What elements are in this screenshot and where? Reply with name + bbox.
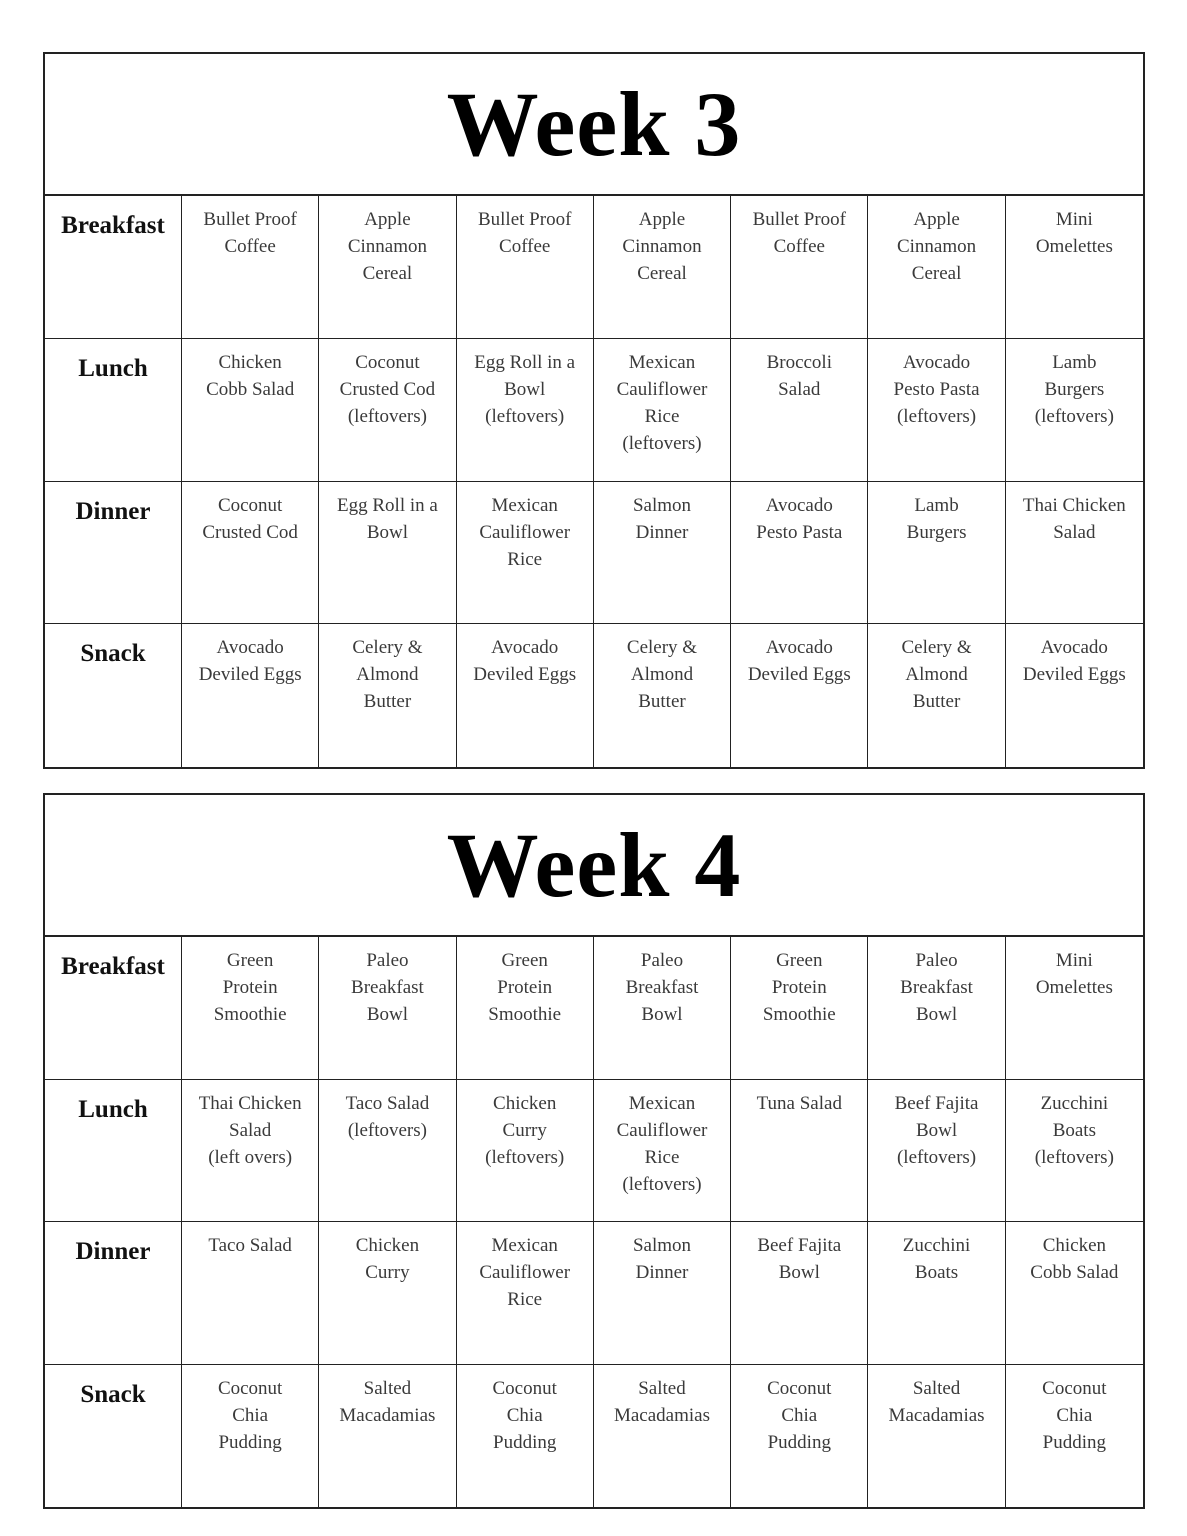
meal-cell-dinner-day-7: Chicken Cobb Salad: [1006, 1222, 1143, 1365]
meal-cell-breakfast-day-1: Bullet Proof Coffee: [182, 196, 319, 339]
meal-cell-snack-day-4: Salted Macadamias: [594, 1365, 731, 1508]
meal-cell-dinner-day-7: Thai Chicken Salad: [1006, 482, 1143, 625]
meal-cell-breakfast-day-7: Mini Omelettes: [1006, 937, 1143, 1080]
row-label-breakfast: Breakfast: [45, 196, 182, 339]
meal-cell-snack-day-5: Coconut Chia Pudding: [731, 1365, 868, 1508]
row-label-dinner: Dinner: [45, 1222, 182, 1365]
meal-cell-breakfast-day-7: Mini Omelettes: [1006, 196, 1143, 339]
row-label-lunch: Lunch: [45, 1080, 182, 1223]
meal-cell-lunch-day-4: Mexican Cauliflower Rice (leftovers): [594, 339, 731, 482]
meal-cell-breakfast-day-5: Green Protein Smoothie: [731, 937, 868, 1080]
meal-cell-dinner-day-4: Salmon Dinner: [594, 482, 731, 625]
meal-cell-lunch-day-5: Broccoli Salad: [731, 339, 868, 482]
meal-cell-snack-day-2: Salted Macadamias: [319, 1365, 456, 1508]
meal-cell-breakfast-day-1: Green Protein Smoothie: [182, 937, 319, 1080]
week-4-title: Week 4: [45, 795, 1143, 937]
meal-cell-dinner-day-5: Beef Fajita Bowl: [731, 1222, 868, 1365]
meal-cell-dinner-day-1: Coconut Crusted Cod: [182, 482, 319, 625]
row-label-dinner: Dinner: [45, 482, 182, 625]
meal-cell-snack-day-4: Celery & Almond Butter: [594, 624, 731, 767]
meal-cell-breakfast-day-2: Paleo Breakfast Bowl: [319, 937, 456, 1080]
meal-cell-dinner-day-2: Egg Roll in a Bowl: [319, 482, 456, 625]
meal-cell-lunch-day-5: Tuna Salad: [731, 1080, 868, 1223]
meal-cell-dinner-day-1: Taco Salad: [182, 1222, 319, 1365]
row-label-breakfast: Breakfast: [45, 937, 182, 1080]
meal-cell-breakfast-day-6: Apple Cinnamon Cereal: [868, 196, 1005, 339]
meal-cell-snack-day-1: Coconut Chia Pudding: [182, 1365, 319, 1508]
meal-cell-lunch-day-1: Thai Chicken Salad (left overs): [182, 1080, 319, 1223]
meal-cell-snack-day-7: Avocado Deviled Eggs: [1022, 637, 1126, 686]
row-label-snack: Snack: [45, 624, 182, 767]
meal-cell-breakfast-day-5: Bullet Proof Coffee: [731, 196, 868, 339]
meal-cell-breakfast-day-3: Green Protein Smoothie: [457, 937, 594, 1080]
meal-cell-breakfast-day-6: Paleo Breakfast Bowl: [868, 937, 1005, 1080]
meal-cell-dinner-day-2: Chicken Curry: [319, 1222, 456, 1365]
meal-cell-lunch-day-7: Zucchini Boats (leftovers): [1006, 1080, 1143, 1223]
meal-cell-snack-day-6: Celery & Almond Butter: [868, 624, 1005, 767]
meal-cell-snack-day-1: Avocado Deviled Eggs: [182, 624, 319, 767]
meal-cell-snack-day-3: Coconut Chia Pudding: [457, 1365, 594, 1508]
meal-cell-dinner-day-4: Salmon Dinner: [594, 1222, 731, 1365]
week-3-meal-plan: [43, 52, 1145, 769]
meal-cell-lunch-day-1: Chicken Cobb Salad: [182, 339, 319, 482]
meal-cell-lunch-day-2: Taco Salad (leftovers): [319, 1080, 456, 1223]
row-label-lunch: Lunch: [45, 339, 182, 482]
meal-cell-lunch-day-6: Avocado Pesto Pasta (leftovers): [868, 339, 1005, 482]
meal-cell-breakfast-day-2: Apple Cinnamon Cereal: [319, 196, 456, 339]
meal-cell-snack-day-2: Celery & Almond Butter: [319, 624, 456, 767]
meal-cell-lunch-day-7: Lamb Burgers (leftovers): [1006, 339, 1143, 482]
meal-cell-lunch-day-3: Chicken Curry (leftovers): [457, 1080, 594, 1223]
meal-cell-lunch-day-6: Beef Fajita Bowl (leftovers): [868, 1080, 1005, 1223]
meal-cell-snack-day-7: Coconut Chia Pudding: [1042, 1377, 1107, 1453]
week-4-grid: [45, 937, 1143, 1507]
meal-cell-snack-day-6: Salted Macadamias: [868, 1365, 1005, 1508]
week-3-grid: [45, 196, 1143, 767]
row-label-snack: Snack: [45, 1365, 182, 1508]
meal-cell-breakfast-day-4: Apple Cinnamon Cereal: [594, 196, 731, 339]
meal-cell-dinner-day-5: Avocado Pesto Pasta: [731, 482, 868, 625]
meal-cell-snack-day-5: Avocado Deviled Eggs: [731, 624, 868, 767]
week-4-meal-plan: [43, 793, 1145, 1509]
meal-cell-lunch-day-4: Mexican Cauliflower Rice (leftovers): [594, 1080, 731, 1223]
week-3-title: Week 3: [45, 54, 1143, 196]
meal-cell-lunch-day-3: Egg Roll in a Bowl (leftovers): [457, 339, 594, 482]
meal-cell-breakfast-day-4: Paleo Breakfast Bowl: [594, 937, 731, 1080]
meal-cell-breakfast-day-3: Bullet Proof Coffee: [457, 196, 594, 339]
meal-cell-dinner-day-6: Zucchini Boats: [868, 1222, 1005, 1365]
meal-cell-dinner-day-3: Mexican Cauliflower Rice: [457, 1222, 594, 1365]
meal-cell-dinner-day-3: Mexican Cauliflower Rice: [457, 482, 594, 625]
meal-cell-lunch-day-2: Coconut Crusted Cod (leftovers): [319, 339, 456, 482]
meal-cell-snack-day-3: Avocado Deviled Eggs: [457, 624, 594, 767]
meal-cell-dinner-day-6: Lamb Burgers: [868, 482, 1005, 625]
